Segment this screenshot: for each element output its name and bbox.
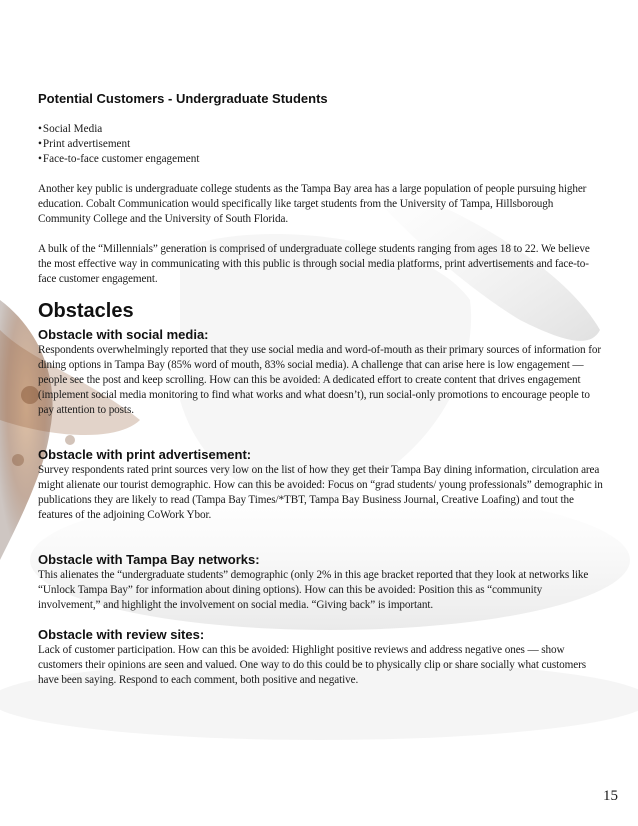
page-number: 15	[603, 788, 618, 804]
channel-item: • Social Media	[38, 122, 604, 137]
obstacle-title: Obstacle with review sites:	[38, 627, 205, 642]
intro-paragraph: Another key public is undergraduate college students as the Tampa Bay area has a large population of people pursuing higher education. Cobalt Communication would specifically like target students from the University of Tampa, Hillsborough Community College and the University of South Florida.	[38, 183, 587, 225]
obstacle-text: Survey respondents rated print sources very low on the list of how they get their Tampa Bay dining information, circulation area might alienate our tourist demographic. How can this be avoided: Focus on “grad students/ young professionals” demographic in publications they are likely to read (Tampa Bay Times/*TBT, Tampa Bay Business Journal, Creative Loafing) and tout the features of the adjoining CoWork Ybor.	[38, 464, 603, 521]
obstacle-title: Obstacle with print advertisement:	[38, 447, 252, 462]
channel-item: • Face-to-face customer engagement	[38, 152, 604, 167]
section-title: Obstacles	[38, 300, 134, 322]
obstacle-text: Respondents overwhelmingly reported that they use social media and word-of-mouth as their primary sources of information for dining options in Tampa Bay (85% word of mouth, 83% social media). A challenge that can arise here is low engagement — people see the post and keep scrolling. How can this be avoided: A dedicated effort to create content that drives engagement (implement social media monitoring to find what works and what doesn’t), run social-only promotions to encourage people to pay attention to posts.	[38, 344, 601, 416]
intro-paragraph: A bulk of the “Millennials” generation is comprised of undergraduate college students ranging from ages 18 to 22. We believe the most effective way in communicating with this public is through social media platforms, print advertisements and face-to-face customer engagement.	[38, 243, 590, 285]
channel-item: • Print advertisement	[38, 137, 604, 152]
obstacle-title: Obstacle with social media:	[38, 327, 209, 342]
obstacle-text: Lack of customer participation. How can this be avoided: Highlight positive reviews and address negative ones — show customers their opinions are seen and valued. One way to do this could be to physically clip or share socially what customers have been saying. Respond to each comment, both positive and negative.	[38, 644, 586, 686]
page-content	[38, 91, 604, 688]
channel-list	[38, 122, 604, 167]
intro-heading: Potential Customers - Undergraduate Students	[38, 91, 328, 106]
obstacle-title: Obstacle with Tampa Bay networks:	[38, 552, 260, 567]
obstacle-text: This alienates the “undergraduate students” demographic (only 2% in this age bracket reported that they look at networks like “Unlock Tampa Bay” for information about dining options). How can this be avoided: Position this as “community involvement,” and highlight the involvement on social media. “Giving back” is important.	[38, 569, 589, 611]
